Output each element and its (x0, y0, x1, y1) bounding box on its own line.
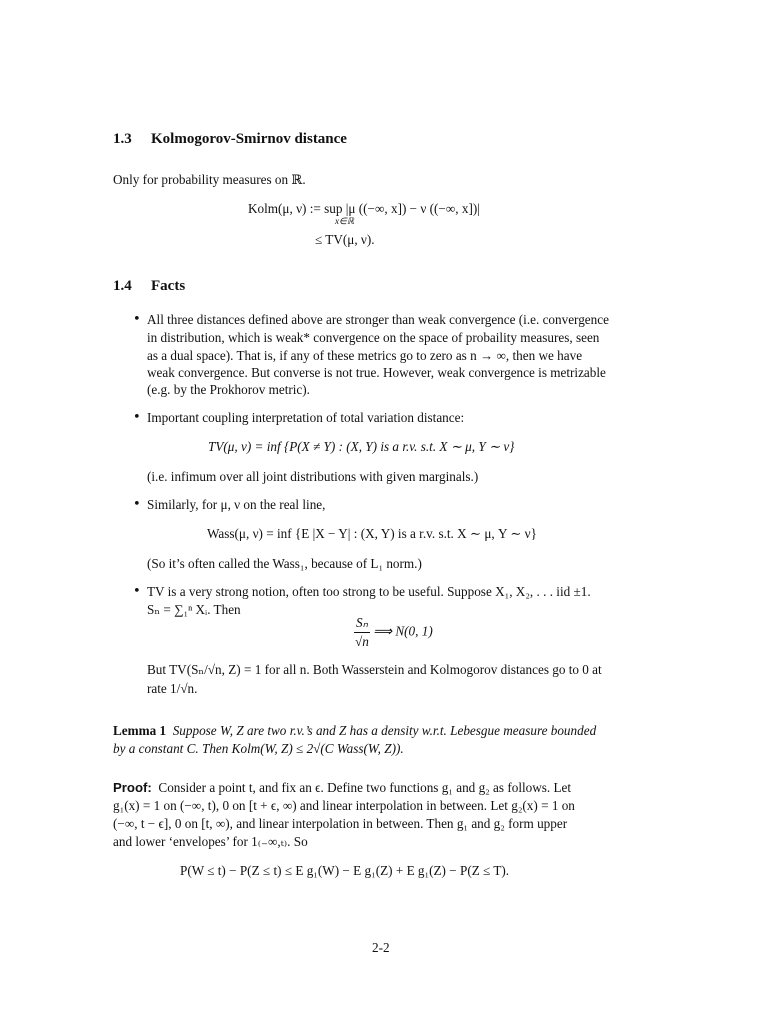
proof-equation: P(W ≤ t) − P(Z ≤ t) ≤ E g₁(W) − E g₁(Z) + E g₁(Z) − P(Z ≤ T). (180, 863, 510, 878)
section-1-3-heading (113, 131, 347, 148)
bullet-marker: • (133, 497, 141, 512)
sn-over-root-n-fraction (354, 614, 370, 651)
section-1-4-heading (113, 278, 185, 295)
bullet1-line5: (e.g. by the Prokhorov metric). (147, 382, 310, 397)
bullet-marker: • (133, 410, 141, 425)
bullet2-lead: Important coupling interpretation of total variation distance: (147, 410, 465, 425)
fraction-numerator: Sₙ (354, 614, 370, 633)
kolm-equation-line1: Kolm(μ, ν) := sup |μ ((−∞, x]) − ν ((−∞, x])| (248, 201, 480, 216)
page-number: 2-2 (372, 940, 390, 955)
lemma-line2 (113, 740, 404, 758)
bullet4-line4: rate 1/√n. (147, 681, 198, 696)
proof-label: Proof: (113, 780, 152, 795)
fraction-denominator: √n (355, 634, 369, 649)
kolm-equation-sup-subscript: x∈ℝ (335, 216, 354, 226)
wass-equation: Wass(μ, ν) = inf {E |X − Y| : (X, Y) is a r.v. s.t. X ∼ μ, Y ∼ ν} (207, 526, 537, 541)
bullet4-line2: Sₙ = ∑₁ⁿ Xᵢ. Then (147, 602, 241, 617)
bullet4-line3: But TV(Sₙ/√n, Z) = 1 for all n. Both Wasserstein and Kolmogorov distances go to 0 at (147, 662, 602, 677)
bullet1-line1: All three distances defined above are stronger than weak convergence (i.e. convergence (147, 312, 609, 327)
section-1-3-intro: Only for probability measures on ℝ. (113, 172, 306, 187)
fraction-rhs: ⟹ N(0, 1) (373, 623, 433, 639)
normal-limit-equation (354, 614, 433, 651)
proof-line3: (−∞, t − ϵ], 0 on [t, ∞), and linear interpolation in between. Then g₁ and g₂ form upper (113, 816, 568, 831)
proof-line4: and lower ‘envelopes’ for 1₍₋∞,ₜ₎. So (113, 834, 308, 849)
section-title: Facts (151, 278, 186, 294)
lemma-label: Lemma 1 (113, 723, 167, 738)
bullet-marker: • (133, 312, 141, 327)
bullet-marker: • (133, 584, 141, 599)
bullet1-line3: as a dual space). That is, if any of these metrics go to zero as n → ∞, then we have (147, 348, 583, 363)
bullet3-lead: Similarly, for μ, ν on the real line, (147, 497, 326, 512)
kolm-equation-line2: ≤ TV(μ, ν). (315, 232, 375, 247)
section-number: 1.4 (113, 278, 132, 294)
tv-coupling-equation: TV(μ, ν) = inf {P(X ≠ Y) : (X, Y) is a r.v. s.t. X ∼ μ, Y ∼ ν} (208, 439, 515, 454)
bullet1-line4: weak convergence. But converse is not true. However, weak convergence is metrizable (147, 365, 606, 380)
proof-line1 (113, 779, 571, 797)
lemma-line2-text: by a constant C. Then Kolm(W, Z) ≤ 2√(C Wass(W, Z)). (113, 741, 404, 756)
bullet2-note: (i.e. infimum over all joint distributions with given marginals.) (147, 469, 479, 484)
section-title: Kolmogorov-Smirnov distance (151, 131, 347, 147)
bullet1-line2: in distribution, which is weak* convergence on the space of probaility measures, seen (147, 330, 600, 345)
section-number: 1.3 (113, 131, 132, 147)
proof-line1-text: Consider a point t, and fix an ϵ. Define two functions g₁ and g₂ as follows. Let (158, 780, 572, 795)
proof-line2: g₁(x) = 1 on (−∞, t), 0 on [t + ϵ, ∞) and linear interpolation in between. Let g₂(x) = 1 on (113, 798, 575, 813)
bullet4-line1: TV is a very strong notion, often too strong to be useful. Suppose X₁, X₂, . . . iid ±1. (147, 584, 591, 599)
bullet3-note: (So it’s often called the Wass₁, because of L₁ norm.) (147, 556, 422, 571)
lemma-line1: Suppose W, Z are two r.v.’s and Z has a density w.r.t. Lebesgue measure bounded (172, 723, 597, 738)
lemma-1 (113, 722, 658, 740)
